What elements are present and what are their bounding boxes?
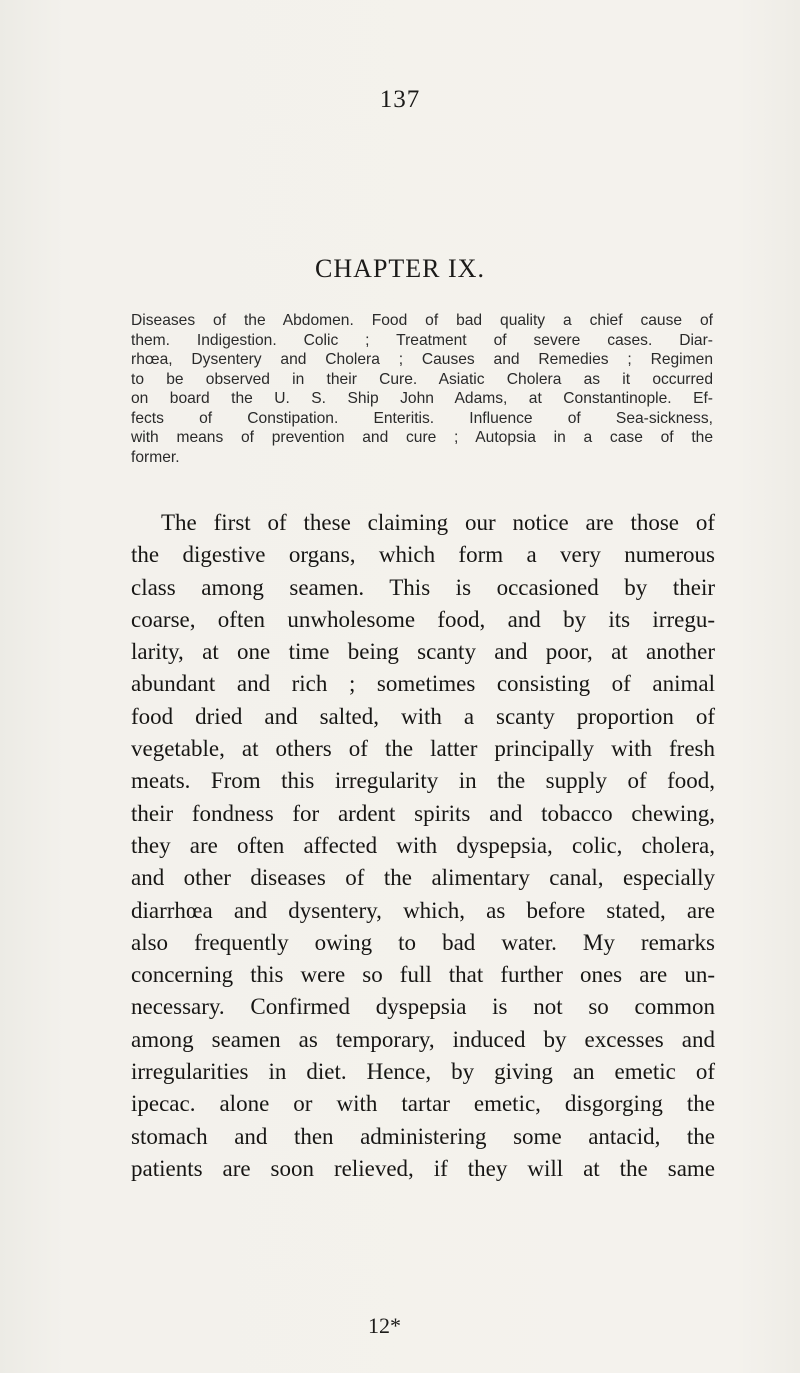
body-line: abundant and rich ; sometimes consisting of animal bbox=[131, 671, 715, 697]
summary-line: former. bbox=[131, 448, 180, 466]
body-line: diarrhœa and dysentery, which, as before stated, are bbox=[131, 897, 715, 923]
body-line: necessary. Confirmed dyspepsia is not so common bbox=[131, 994, 715, 1020]
summary-line: them. Indigestion. Colic ; Treatment of severe cases. Diar- bbox=[131, 331, 713, 349]
body-line: their fondness for ardent spirits and tobacco chewing, bbox=[131, 800, 715, 826]
body-line: stomach and then administering some antacid, the bbox=[131, 1123, 715, 1149]
body-line: patients are soon relieved, if they will at the same bbox=[131, 1155, 715, 1181]
body-line: and other diseases of the alimentary canal, especially bbox=[131, 865, 715, 891]
body-line: larity, at one time being scanty and poor, at another bbox=[131, 639, 715, 665]
body-line: the digestive organs, which form a very numerous bbox=[131, 542, 715, 568]
signature-mark: 12* bbox=[368, 1313, 401, 1338]
body-line: meats. From this irregularity in the supply of food, bbox=[131, 768, 715, 794]
body-line: concerning this were so full that further ones are un- bbox=[131, 962, 715, 988]
body-line: they are often affected with dyspepsia, colic, cholera, bbox=[131, 832, 715, 858]
summary-line: fects of Constipation. Enteritis. Influence of Sea-sickness, bbox=[131, 409, 713, 427]
summary-line: Diseases of the Abdomen. Food of bad quality a chief cause of bbox=[131, 312, 713, 329]
chapter-title: CHAPTER IX. bbox=[315, 254, 485, 283]
summary-line: rhœa, Dysentery and Cholera ; Causes and Remedies ; Regimen bbox=[131, 351, 713, 368]
body-line: ipecac. alone or with tartar emetic, disgorging the bbox=[131, 1091, 715, 1117]
summary-line: on board the U. S. Ship John Adams, at Constantinople. Ef- bbox=[131, 390, 713, 407]
body-line: among seamen as temporary, induced by excesses and bbox=[131, 1026, 715, 1052]
body-line: also frequently owing to bad water. My remarks bbox=[131, 929, 715, 955]
summary-line: with means of prevention and cure ; Autopsia in a case of the bbox=[131, 429, 713, 446]
body-paragraph bbox=[131, 507, 715, 1185]
body-line: vegetable, at others of the latter principally with fresh bbox=[131, 736, 715, 762]
chapter-summary bbox=[131, 311, 713, 467]
body-line: The first of these claiming our notice are those of bbox=[161, 510, 715, 535]
body-line: coarse, often unwholesome food, and by its irregu- bbox=[131, 606, 715, 632]
body-line: class among seamen. This is occasioned by their bbox=[131, 574, 715, 600]
body-line: irregularities in diet. Hence, by giving an emetic of bbox=[131, 1059, 715, 1085]
page-number: 137 bbox=[379, 86, 421, 113]
summary-line: to be observed in their Cure. Asiatic Cholera as it occurred bbox=[131, 370, 713, 388]
body-line: food dried and salted, with a scanty proportion of bbox=[131, 703, 715, 729]
